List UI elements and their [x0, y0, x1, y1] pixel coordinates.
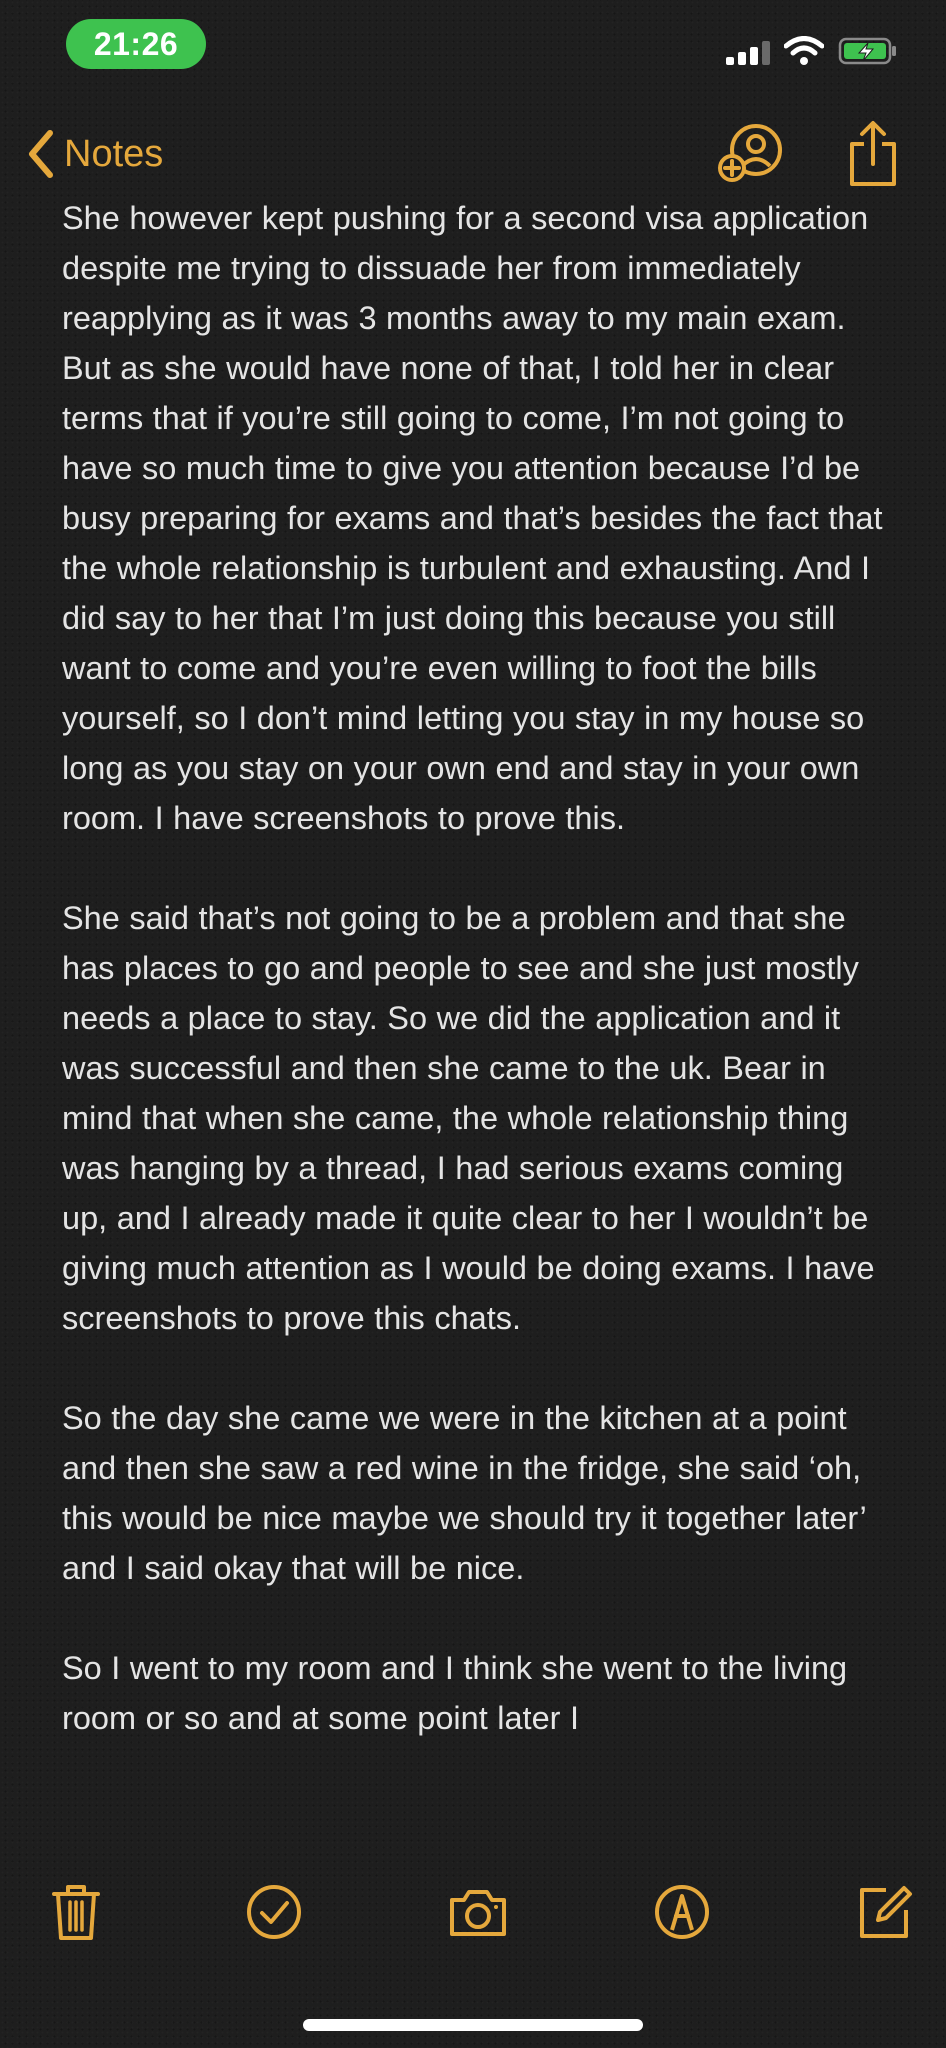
compose-button[interactable]: [852, 1880, 916, 1944]
note-paragraph[interactable]: She said that’s not going to be a problem and that she has places to go and people to see and she just mostly needs a place to stay. So we did the application and it was successful and then she came to the uk. Bear in mind that when she came, the whole relationship thing was hanging by a thread, I had serious exams coming up, and I already made it quite clear to her I wouldn’t be giving much attention as I would be doing exams. I have screenshots to prove this chats.: [62, 900, 875, 1336]
home-indicator[interactable]: [303, 2019, 643, 2031]
chevron-left-icon: [26, 129, 56, 179]
note-text[interactable]: [62, 193, 892, 1743]
bottom-toolbar: [0, 1880, 946, 1960]
markup-button[interactable]: [650, 1880, 714, 1944]
camera-icon: [446, 1880, 510, 1944]
cellular-signal-icon: [726, 41, 770, 65]
checkmark-circle-icon: [242, 1880, 306, 1944]
camera-button[interactable]: [446, 1880, 510, 1944]
note-body[interactable]: [62, 193, 892, 1861]
delete-button[interactable]: [44, 1880, 108, 1944]
note-paragraph[interactable]: So I went to my room and I think she went to the living room or so and at some point later I: [62, 1650, 848, 1736]
compose-icon: [852, 1880, 916, 1944]
status-bar: [0, 0, 946, 90]
add-person-icon[interactable]: [718, 122, 784, 184]
status-time[interactable]: 21:26: [66, 19, 206, 69]
battery-charging-icon: [838, 36, 898, 66]
note-paragraph[interactable]: She however kept pushing for a second visa application despite me trying to dissuade her from immediately reapplying as it was 3 months away to my main exam. But as she would have none of that, I told her in clear terms that if you’re still going to come, I’m not going to have so much time to give you attention because I’d be busy preparing for exams and that’s besides the fact that the whole relationship is turbulent and exhausting. And I did say to her that I’m just doing this because you still want to come and you’re even willing to foot the bills yourself, so I don’t mind letting you stay in my house so long as you stay on your own end and stay in your own room. I have screenshots to prove this.: [62, 200, 883, 836]
wifi-icon: [784, 36, 824, 66]
back-button-label: Notes: [64, 132, 164, 175]
trash-icon: [44, 1880, 108, 1944]
share-icon[interactable]: [846, 120, 900, 188]
navigation-bar: [0, 110, 946, 202]
markup-pen-icon: [650, 1880, 714, 1944]
checklist-button[interactable]: [242, 1880, 306, 1944]
back-button[interactable]: [26, 124, 163, 184]
note-paragraph[interactable]: So the day she came we were in the kitchen at a point and then she saw a red wine in the fridge, she said ‘oh, this would be nice maybe we should try it together later’ and I said okay that will be nice.: [62, 1400, 866, 1586]
